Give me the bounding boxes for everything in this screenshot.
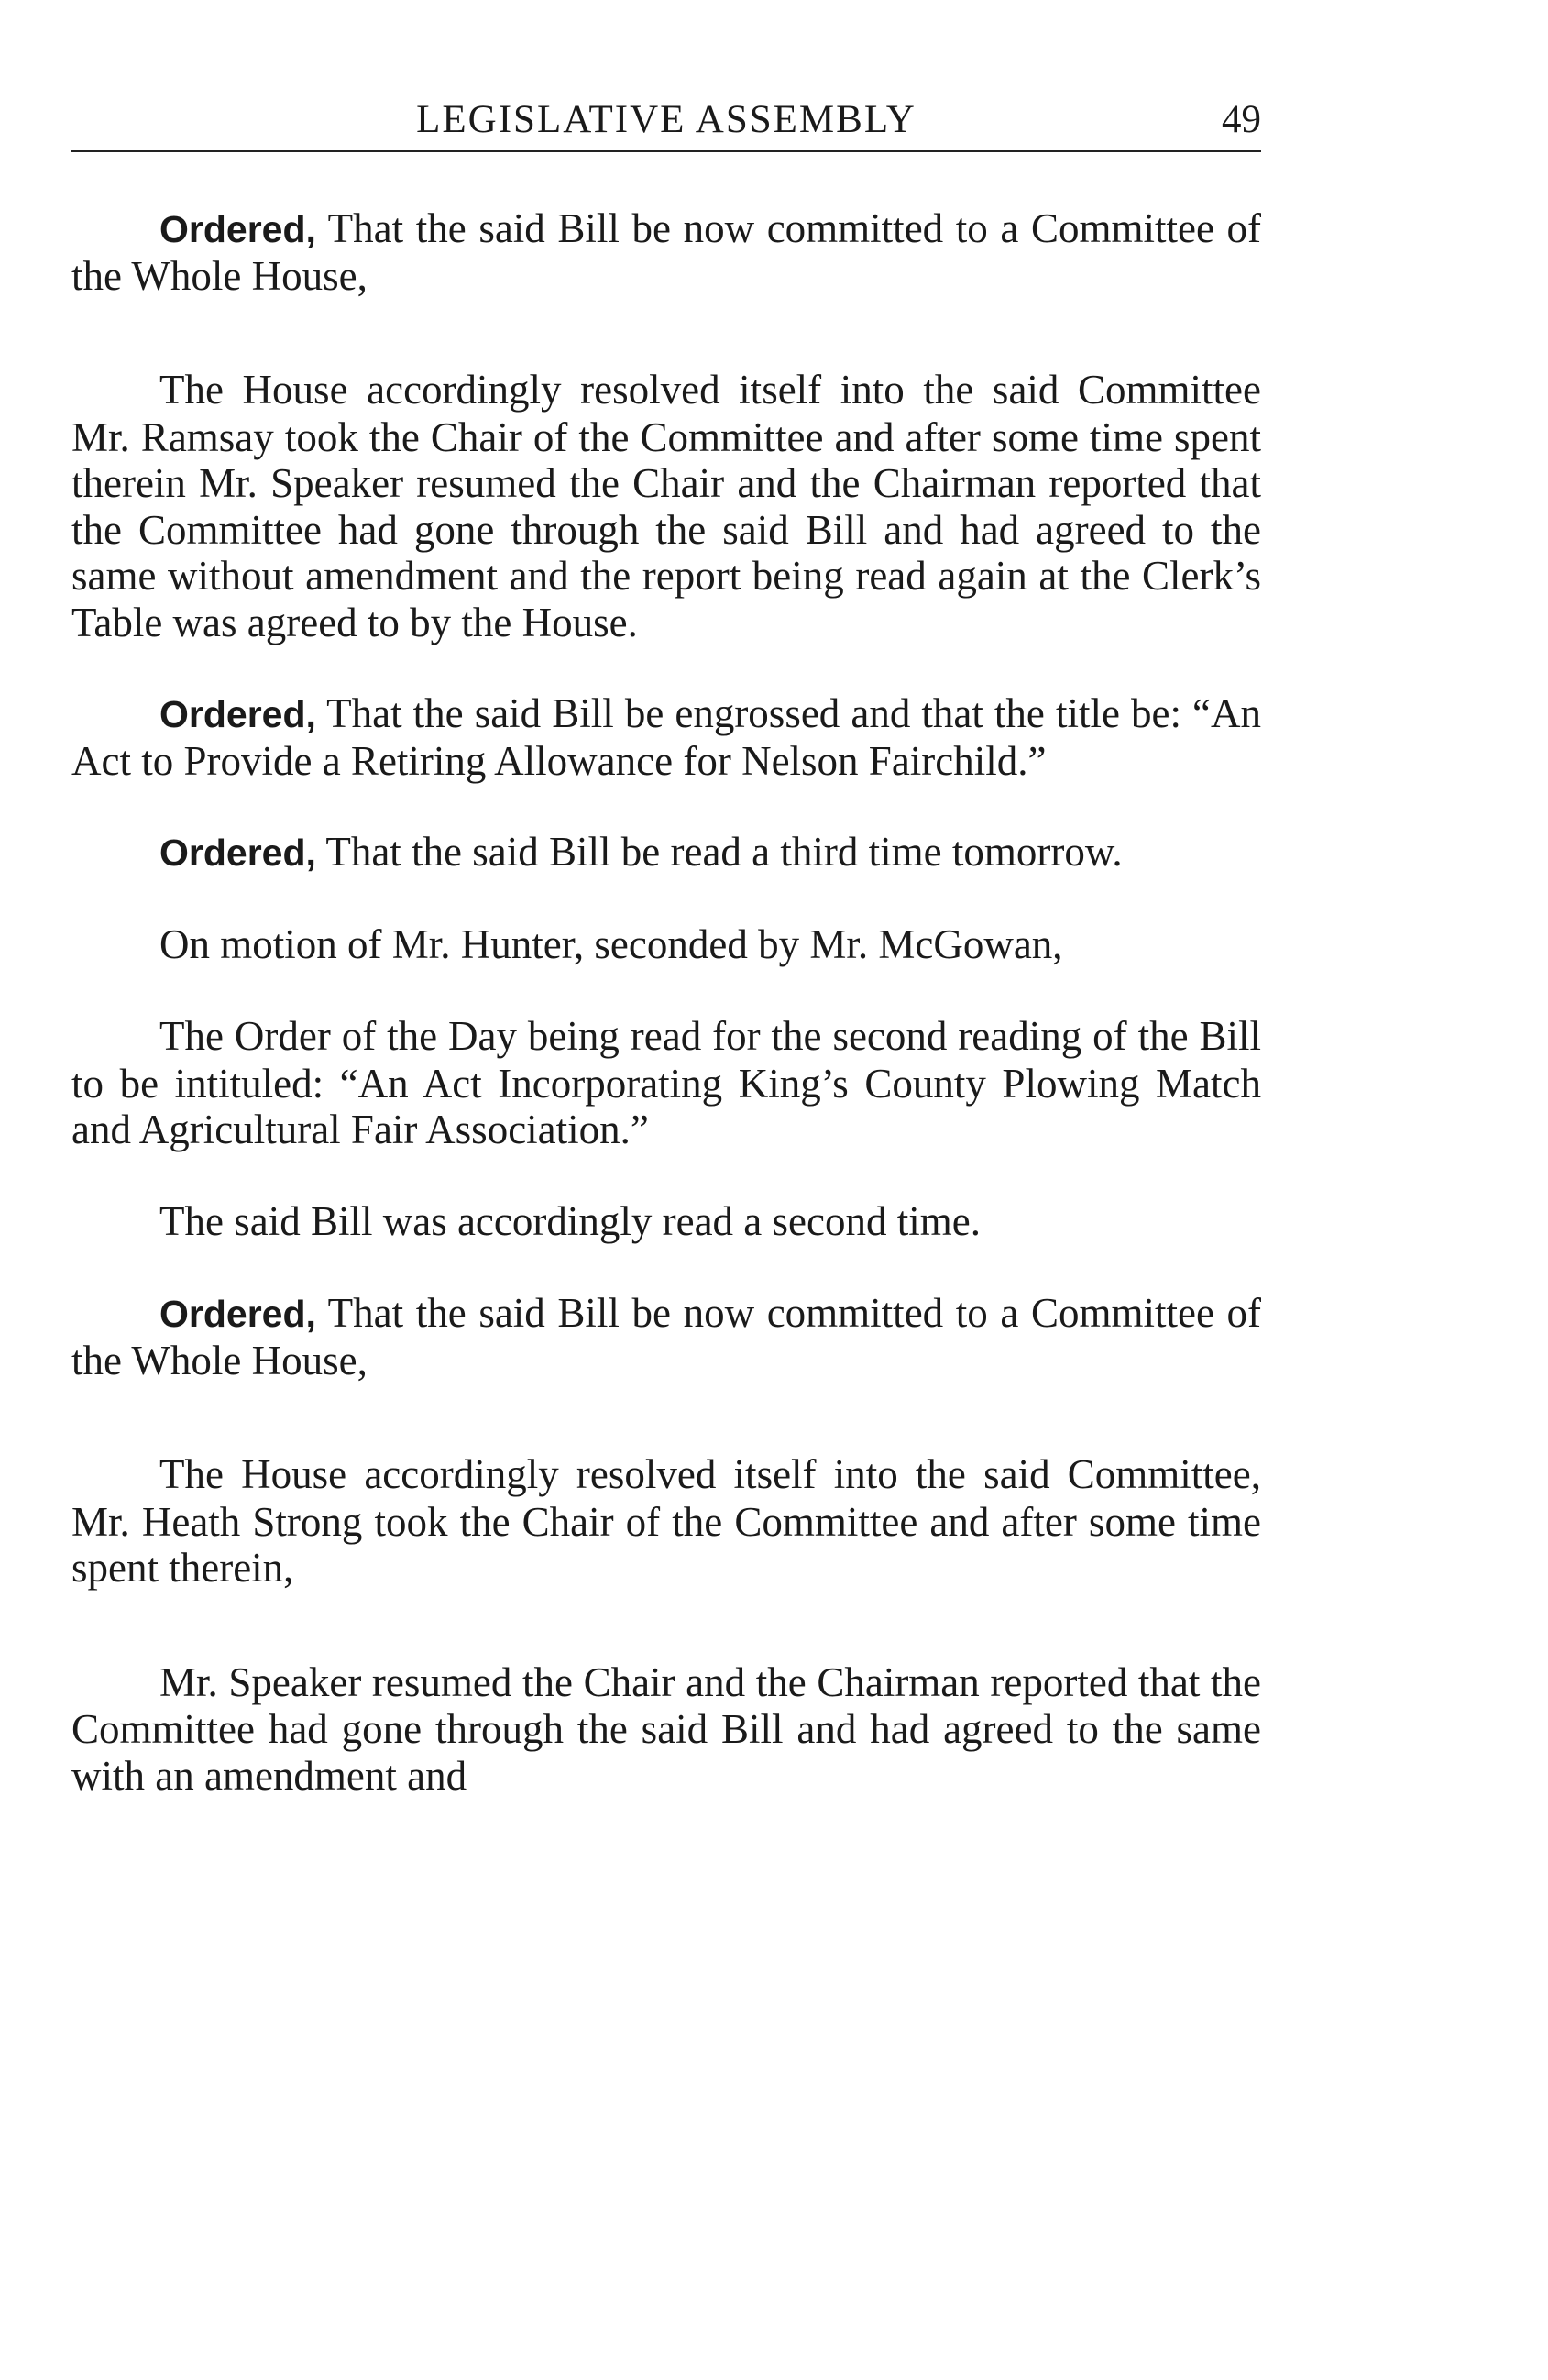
- paragraph-lead: Ordered,: [159, 832, 316, 874]
- paragraph-lead: Ordered,: [159, 208, 316, 250]
- paragraph-speaker-resumed: [71, 1659, 1261, 1800]
- paragraph-text: That the said Bill be read a third time tomorrow.: [315, 829, 1123, 875]
- paragraph-text: The Order of the Day being read for the second reading of the Bill to be intituled: “An Act Incorporating King’s County Plowing Match and Agricultural Fair Association.”: [71, 1013, 1261, 1152]
- paragraph-text: That the said Bill be now committed to a Committee of the Whole House,: [71, 205, 1261, 299]
- document-body: [71, 205, 1261, 1799]
- running-header: [71, 92, 1261, 152]
- paragraph-text: Mr. Speaker resumed the Chair and the Chairman reported that the Committee had gone through the said Bill and had agreed to the same with an amendment and: [71, 1658, 1261, 1799]
- running-title: LEGISLATIVE ASSEMBLY: [416, 98, 917, 141]
- paragraph-committee-2: [71, 1451, 1261, 1592]
- paragraph-text: The House accordingly resolved itself into the said Committee, Mr. Heath Strong took the Chair of the Committee and after some time spent therein,: [71, 1451, 1261, 1591]
- paragraph-ordered-committed: [71, 205, 1261, 299]
- paragraph-text: That the said Bill be now committed to a Committee of the Whole House,: [71, 1290, 1261, 1383]
- paragraph-ordered-third-reading: [71, 829, 1261, 876]
- document-page: [71, 92, 1261, 1799]
- page-number: 49: [1222, 98, 1261, 141]
- paragraph-lead: Ordered,: [159, 693, 316, 735]
- paragraph-text: On motion of Mr. Hunter, seconded by Mr. McGowan,: [159, 920, 1063, 967]
- paragraph-ordered-engrossed: [71, 690, 1261, 784]
- paragraph-text: That the said Bill be engrossed and that the title be: “An Act to Provide a Retiring Allowance for Nelson Fairchild.”: [71, 690, 1261, 784]
- paragraph-lead: Ordered,: [159, 1293, 316, 1335]
- paragraph-second-reading: [71, 1198, 1261, 1246]
- paragraph-text: The said Bill was accordingly read a second time.: [159, 1197, 981, 1244]
- paragraph-order-of-day: [71, 1013, 1261, 1153]
- paragraph-ordered-committed-2: [71, 1290, 1261, 1383]
- paragraph-motion: [71, 921, 1261, 969]
- paragraph-committee-report: [71, 367, 1261, 645]
- paragraph-text: The House accordingly resolved itself into the said Committee Mr. Ramsay took the Chair of the Committee and after some time spent therein Mr. Speaker resumed the Chair and the Chairman reported that the Committee had gone through the said Bill and had agreed to the same without amendment and the report being read again at the Clerk’s Table was agreed to by the House.: [71, 367, 1261, 645]
